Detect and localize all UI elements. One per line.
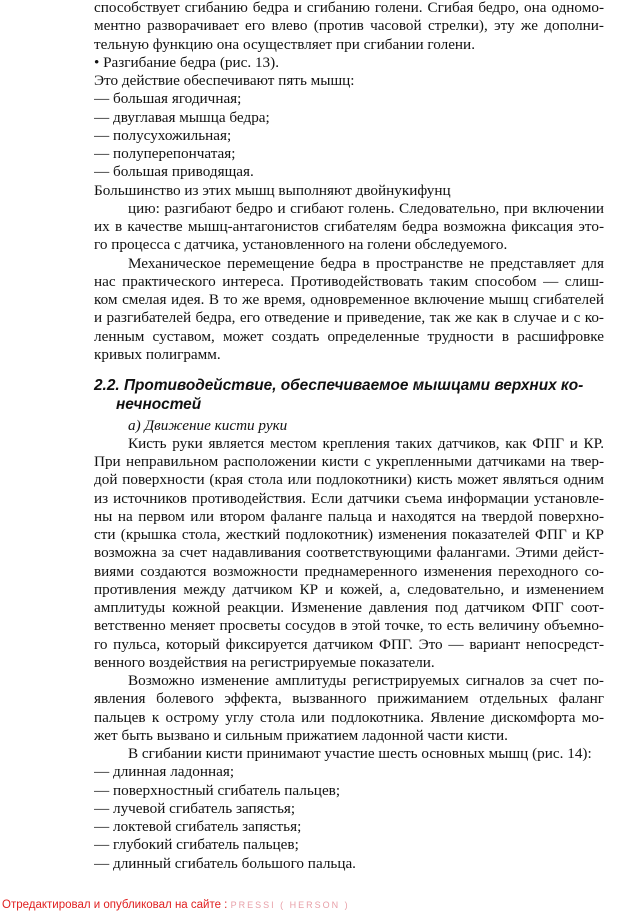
list-item: — длинный сгибатель большого пальца. <box>94 855 356 872</box>
text-line: их в качестве мышц-антагонистов сгибателям бедра возможна фиксация это- <box>94 218 604 235</box>
text-line: венного воздействия на регистрируемые показатели. <box>94 654 435 671</box>
list-item: — локтевой сгибатель запястья; <box>94 818 302 835</box>
text-line: Механическое перемещение бедра в пространстве не представляет для <box>128 255 604 272</box>
subsection-heading: а) Движение кисти руки <box>128 417 288 434</box>
text-line: ленным суставом, может создать определенные трудности в расшифровке <box>94 328 604 345</box>
section-heading: 2.2. Противодействие, обеспечиваемое мышцами верхних ко- <box>94 377 584 394</box>
text-line: явления болевого эффекта, вызванного прижиманием отдельных фаланг <box>94 690 604 707</box>
text-line: При неправильном расположении кисти с укрепленными датчиками на твер- <box>94 453 604 470</box>
list-item: — глубокий сгибатель пальцев; <box>94 836 299 853</box>
text-line: нас практического интереса. Противодействовать таким способом — слиш- <box>94 273 604 290</box>
text-line: сти (крышка стола, жесткий подлокотник) изменения показателей ФПГ и КР <box>94 526 604 543</box>
text-line: ком смелая идея. В то же время, одновременное включение мышц сгибателей <box>94 291 604 308</box>
text-line: амплитуды кожной реакции. Изменение давления под датчиком ФПГ соот- <box>94 599 604 616</box>
footer-site[interactable]: PRESSI ( HERSON ) <box>230 900 350 910</box>
text-line: Возможно изменение амплитуды регистрируемых сигналов за счет по- <box>128 672 604 689</box>
text-line: го пульса, который фиксируется датчиком ФПГ. Это — вариант непосредст- <box>94 636 604 653</box>
list-item: — большая ягодичная; <box>94 90 242 107</box>
list-item: — большая приводящая. <box>94 163 254 180</box>
text-line: Это действие обеспечивают пять мышц: <box>94 72 355 89</box>
text-line: Большинство из этих мышц выполняют двойнукифунц <box>94 182 451 199</box>
text-line: дой поверхности (края стола или подлокотники) кисть может являться одним <box>94 471 604 488</box>
section-heading-cont: нечностей <box>116 396 202 413</box>
text-line: Кисть руки является местом крепления таких датчиков, как ФПГ и КР. <box>128 435 604 452</box>
text-line: ментно разворачивает его влево (против часовой стрелки), эту же дополни- <box>94 17 604 34</box>
text-line: цию: разгибают бедро и сгибают голень. Следовательно, при включении <box>128 200 604 217</box>
text-line: способствует сгибанию бедра и сгибанию голени. Сгибая бедро, она одномо- <box>94 0 604 16</box>
text-line: го процесса с датчика, установленного на голени обследуемого. <box>94 236 508 253</box>
text-line: тельную функцию она осуществляет при сгибании голени. <box>94 36 475 53</box>
text-line: и разгибателей бедра, его отведение и приведение, так же как в случае и с ко- <box>94 309 604 326</box>
footer-credit <box>2 899 350 911</box>
list-item: — поверхностный сгибатель пальцев; <box>94 782 341 799</box>
text-line: возможна за счет надавливания соответствующими фалангами. Этими дейст- <box>94 544 604 561</box>
list-item: — полусухожильная; <box>94 127 232 144</box>
list-item: — двуглавая мышца бедра; <box>94 109 270 126</box>
text-line: ны на первом или втором фаланге пальца и находятся на твердой поверхно- <box>94 508 604 525</box>
text-line: В сгибании кисти принимают участие шесть основных мышц (рис. 14): <box>128 745 592 762</box>
text-line: из источников противодействия. Если датчики съема информации установле- <box>94 490 604 507</box>
text-line: виями создаются возможности преднамеренного изменения переходного со- <box>94 563 604 580</box>
text-line: ветственно меняет просветы сосудов в этой точке, то есть величину объемно- <box>94 617 604 634</box>
list-item: — лучевой сгибатель запястья; <box>94 800 296 817</box>
bullet-item: • Разгибание бедра (рис. 13). <box>94 54 280 71</box>
list-item: — длинная ладонная; <box>94 763 235 780</box>
list-item: — полуперепончатая; <box>94 145 236 162</box>
text-line: жет быть вызвано и сильным прижатием ладонной части кисти. <box>94 727 508 744</box>
text-line: противления между датчиком КР и кожей, а, следовательно, и изменением <box>94 581 604 598</box>
text-line: кривых полиграмм. <box>94 346 221 363</box>
text-line: пальцев к острому углу стола или подлокотника. Явление дискомфорта мо- <box>94 709 604 726</box>
footer-text: Отредактировал и опубликовал на сайте : <box>2 899 228 911</box>
